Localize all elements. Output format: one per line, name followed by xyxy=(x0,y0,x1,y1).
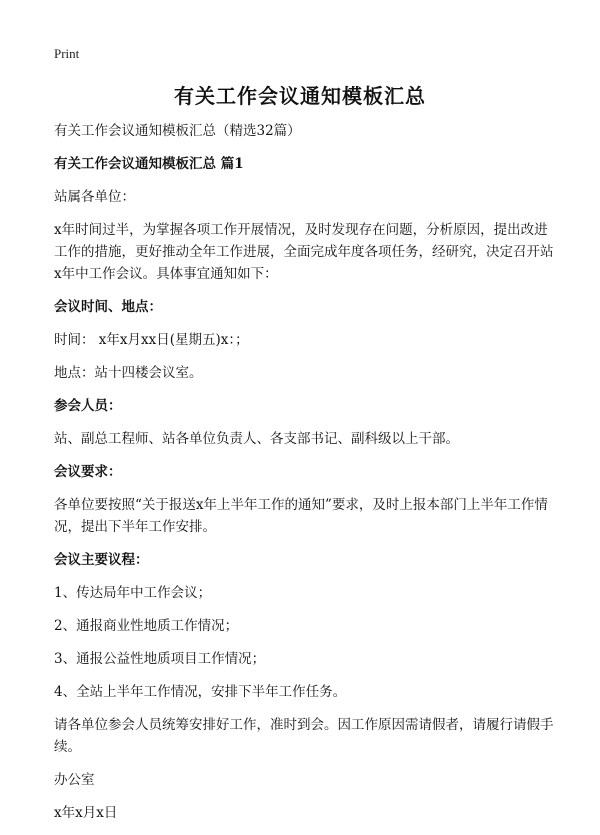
section-title: 有关工作会议通知模板汇总 篇1 xyxy=(54,156,244,172)
agenda-heading: 会议主要议程： xyxy=(54,552,149,568)
page-title: 有关工作会议通知模板汇总 xyxy=(174,84,426,108)
agenda-item: 3、通报公益性地质项目工作情况； xyxy=(54,651,266,667)
closing-paragraph: 请各单位参会人员统筹安排好工作，准时到会。因工作原因需请假者，请履行请假手续。 xyxy=(54,717,554,755)
print-label: Print xyxy=(54,46,80,61)
agenda-item: 1、传达局年中工作会议； xyxy=(54,585,212,601)
requirements-text: 各单位要按照“关于报送x年上半年工作的通知”要求，及时上报本部门上半年工作情况，提出下半年工作安排。 xyxy=(54,497,548,535)
salutation: 站属各单位： xyxy=(54,189,135,205)
document-subtitle: 有关工作会议通知模板汇总（精选32篇） xyxy=(54,123,301,139)
document-body xyxy=(54,120,554,835)
attendees-text: 站、副总工程师、站各单位负责人、各支部书记、副科级以上干部。 xyxy=(54,431,459,447)
time-place-heading: 会议时间、地点： xyxy=(54,299,162,315)
agenda-item: 4、全站上半年工作情况，安排下半年工作任务。 xyxy=(54,684,347,700)
intro-paragraph: x年时间过半，为掌握各项工作开展情况，及时发现存在问题，分析原因，提出改进工作的措施，更好推动全年工作进展，全面完成年度各项任务，经研究，决定召开站x年中工作会议。具体事宜通知如下： xyxy=(54,222,554,282)
signature-office: 办公室 xyxy=(54,772,95,788)
signature-date: x年x月x日 xyxy=(54,805,118,821)
attendees-heading: 参会人员： xyxy=(54,398,122,414)
agenda-item: 2、通报商业性地质工作情况； xyxy=(54,618,239,634)
meeting-place: 地点：站十四楼会议室。 xyxy=(54,365,203,381)
meeting-time: 时间： x年x月xx日(星期五)x：； xyxy=(54,332,249,348)
requirements-heading: 会议要求： xyxy=(54,464,122,480)
